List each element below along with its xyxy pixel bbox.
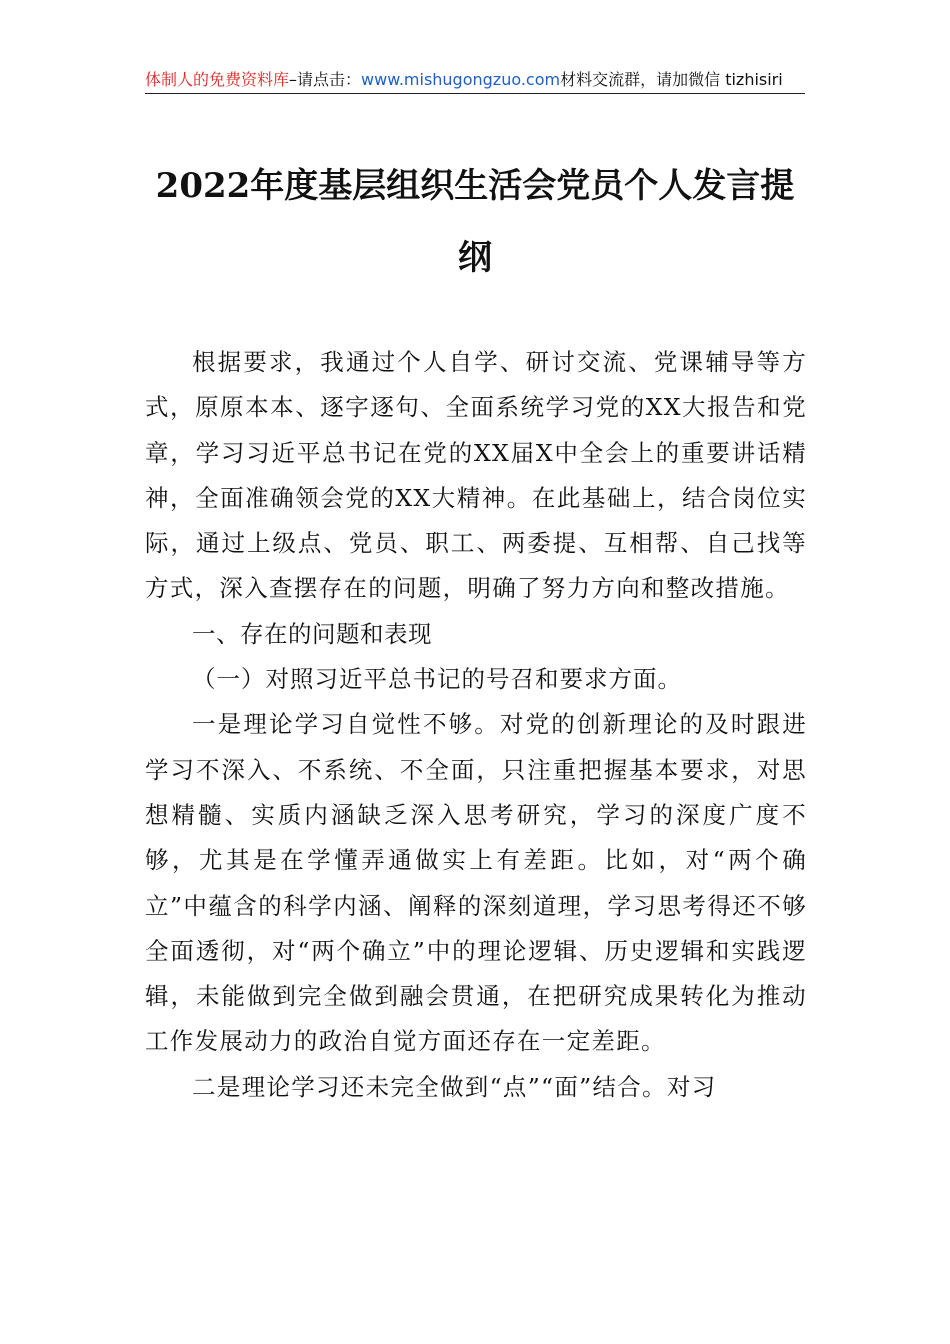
header-site-name[interactable]: 体制人的免费资料库 [145,70,290,89]
document-body [145,340,807,1110]
subsection-heading: （一）对照习近平总书记的号召和要求方面。 [192,665,682,694]
header-prompt: –请点击： [289,70,362,89]
header-url-link[interactable]: www.mishugongzuo.com [361,70,561,89]
document-title: 2022年度基层组织生活会党员个人发言提纲 [155,166,795,278]
header-note: 材料交流群，请加微信 tizhisiri [560,70,783,89]
intro-paragraph: 根据要求，我通过个人自学、研讨交流、党课辅导等方式，原原本本、逐字逐句、全面系统学习党的XX大报告和党章，学习习近平总书记在党的XX届X中全会上的重要讲话精神，全面准确领会党的XX大精神。在此基础上，结合岗位实际，通过上级点、党员、职工、两委提、互相帮、自己找等方式，深入查摆存在的问题，明确了努力方向和整改措施。 [145,348,807,603]
section-heading: 一、存在的问题和表现 [192,619,432,648]
page-header [145,68,805,92]
body-paragraph-1: 一是理论学习自觉性不够。对党的创新理论的及时跟进学习不深入、不系统、不全面，只注重把握基本要求，对思想精髓、实质内涵缺乏深入思考研究，学习的深度广度不够，尤其是在学懂弄通做实上有差距。比如，对“两个确立”中蕴含的科学内涵、阐释的深刻道理，学习思考得还不够全面透彻，对“两个确立”中的理论逻辑、历史逻辑和实践逻辑，未能做到完全做到融会贯通，在把研究成果转化为推动工作发展动力的政治自觉方面还存在一定差距。 [145,710,807,1056]
header-divider [145,93,805,94]
body-paragraph-2: 二是理论学习还未完全做到“点”“面”结合。对习 [192,1072,717,1101]
